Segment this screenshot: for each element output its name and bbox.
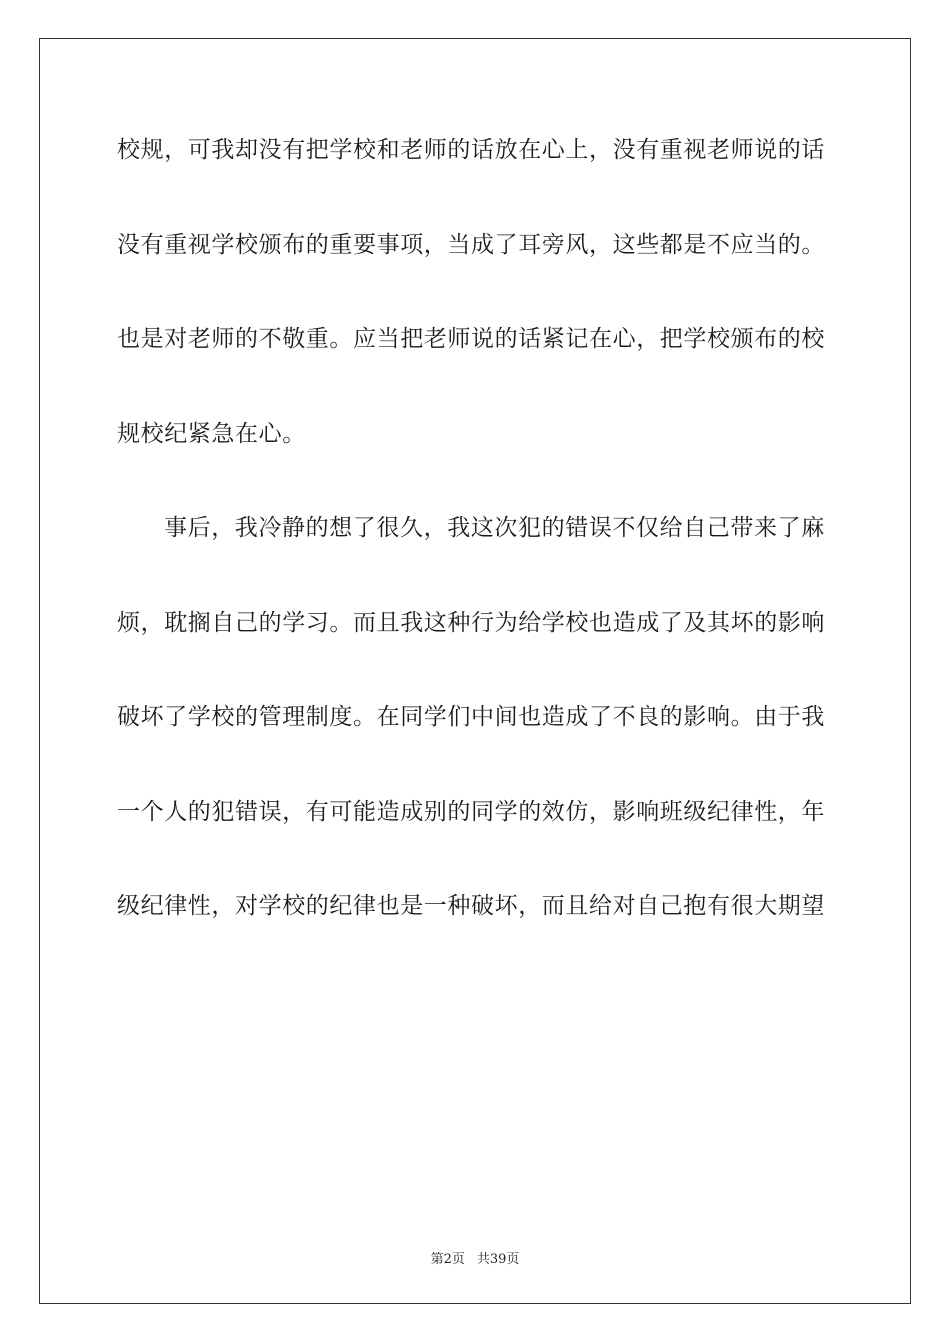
text-line-8: 一个人的犯错误，有可能造成别的同学的效仿，影响班级纪律性，年	[117, 798, 825, 825]
text-line-1: 校规，可我却没有把学校和老师的话放在心上，没有重视老师说的话	[117, 137, 825, 163]
document-body	[117, 128, 832, 979]
page-number-total: 共39页	[476, 1252, 520, 1267]
text-line-9: 级纪律性，对学校的纪律也是一种破坏，而且给对自己抱有很大期望	[117, 893, 825, 919]
page-footer	[0, 1248, 950, 1267]
text-line-5: 事后，我冷静的想了很久，我这次犯的错误不仅给自己带来了麻	[164, 515, 825, 541]
text-line-7: 破坏了学校的管理制度。在同学们中间也造成了不良的影响。由于我	[117, 704, 825, 730]
text-line-6: 烦，耽搁自己的学习。而且我这种行为给学校也造成了及其坏的影响	[117, 609, 825, 636]
text-line-2: 没有重视学校颁布的重要事项，当成了耳旁风，这些都是不应当的。	[117, 231, 825, 258]
text-line-3: 也是对老师的不敬重。应当把老师说的话紧记在心，把学校颁布的校	[117, 326, 825, 352]
text-line-4: 规校纪紧急在心。	[117, 420, 306, 447]
page-number-current: 第2页	[430, 1252, 465, 1267]
